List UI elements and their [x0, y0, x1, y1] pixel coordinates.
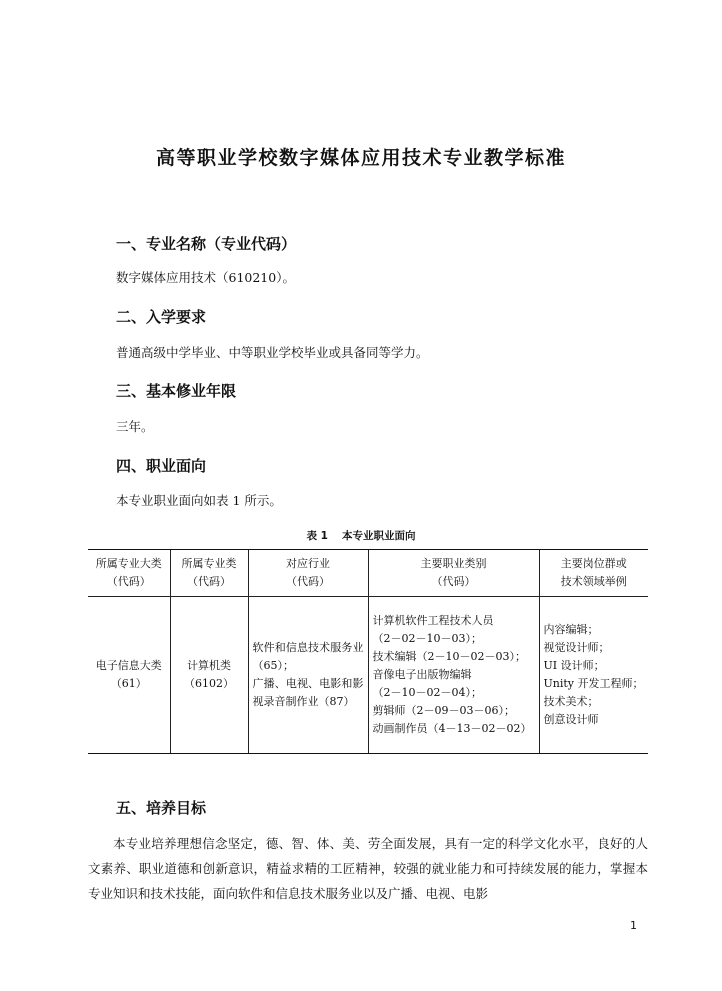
section-2-text: 普通高级中学毕业、中等职业学校毕业或具备同等学力。 — [116, 345, 429, 360]
cell-industry — [248, 597, 368, 754]
section-2-heading: 二、入学要求 — [116, 308, 207, 326]
career-orientation-table — [88, 549, 648, 754]
section-3-heading: 三、基本修业年限 — [116, 382, 237, 400]
cell-major-class — [170, 597, 248, 754]
table-header-row — [88, 550, 648, 597]
section-4-text: 本专业职业面向如表 1 所示。 — [116, 493, 282, 508]
header-occupation — [368, 550, 539, 597]
cell-text: （6102） — [184, 677, 234, 690]
cell-text: 音像电子出版物编辑 — [372, 668, 472, 681]
cell-major-category — [88, 597, 170, 754]
cell-text: 计算机软件工程技术人员 — [372, 614, 494, 627]
header-major-category — [88, 550, 170, 597]
table-caption — [0, 528, 722, 543]
header-text: 对应行业 — [286, 557, 330, 570]
cell-text: Unity 开发工程师； — [543, 677, 644, 690]
header-text: （代码） — [286, 575, 330, 588]
table-caption-title: 本专业职业面向 — [341, 530, 416, 542]
header-text: 主要职业类别 — [420, 557, 487, 570]
header-text: 技术领域举例 — [560, 575, 627, 588]
cell-text: 电子信息大类 — [95, 659, 162, 672]
cell-positions — [539, 597, 648, 754]
section-4-heading: 四、职业面向 — [116, 457, 207, 475]
section-1-heading: 一、专业名称（专业代码） — [116, 235, 297, 253]
table-caption-number: 表 1 — [306, 530, 328, 542]
header-text: 所属专业类 — [181, 557, 237, 570]
section-5-text: 本专业培养理想信念坚定，德、智、体、美、劳全面发展，具有一定的科学文化水平，良好的人文素养、职业道德和创新意识，精益求精的工匠精神，较强的就业能力和可持续发展的能力，掌握本专业知识和技术技能，面向软件和信息技术服务业以及广播、电视、电影 — [88, 836, 648, 901]
cell-text: 技术美术； — [543, 695, 599, 708]
header-text: 所属专业大类 — [95, 557, 162, 570]
cell-occupations — [368, 597, 539, 754]
cell-text: 创意设计师 — [543, 713, 599, 726]
table-row — [88, 597, 648, 754]
cell-text: UI 设计师； — [543, 659, 605, 672]
header-text: （代码） — [106, 575, 151, 588]
section-3-text: 三年。 — [116, 419, 154, 434]
cell-text: 内容编辑； — [543, 623, 599, 636]
cell-text: 动画制作员（4－13－02－02） — [372, 722, 532, 735]
cell-text: （2－02－10－03）； — [372, 632, 482, 645]
cell-text: （61） — [110, 677, 147, 690]
cell-text: （2－10－02－04）； — [372, 686, 482, 699]
cell-text: 视觉设计师； — [543, 641, 610, 654]
cell-text: 剪辑师（2－09－03－06）； — [372, 704, 515, 717]
section-1-text: 数字媒体应用技术（610210）。 — [116, 270, 295, 285]
section-5-heading: 五、培养目标 — [116, 799, 207, 817]
page-number: 1 — [630, 919, 637, 932]
cell-text: 软件和信息技术服务业（65）； — [252, 641, 364, 672]
cell-text: 技术编辑（2－10－02－03）； — [372, 650, 526, 663]
header-industry — [248, 550, 368, 597]
header-text: 主要岗位群或 — [560, 557, 627, 570]
header-text: （代码） — [431, 575, 476, 588]
cell-text: 广播、电视、电影和影视录音制作业（87） — [252, 677, 364, 708]
header-positions — [539, 550, 648, 597]
header-text: （代码） — [187, 575, 231, 588]
cell-text: 计算机类 — [187, 659, 231, 672]
header-major-class — [170, 550, 248, 597]
document-title: 高等职业学校数字媒体应用技术专业教学标准 — [155, 147, 566, 169]
